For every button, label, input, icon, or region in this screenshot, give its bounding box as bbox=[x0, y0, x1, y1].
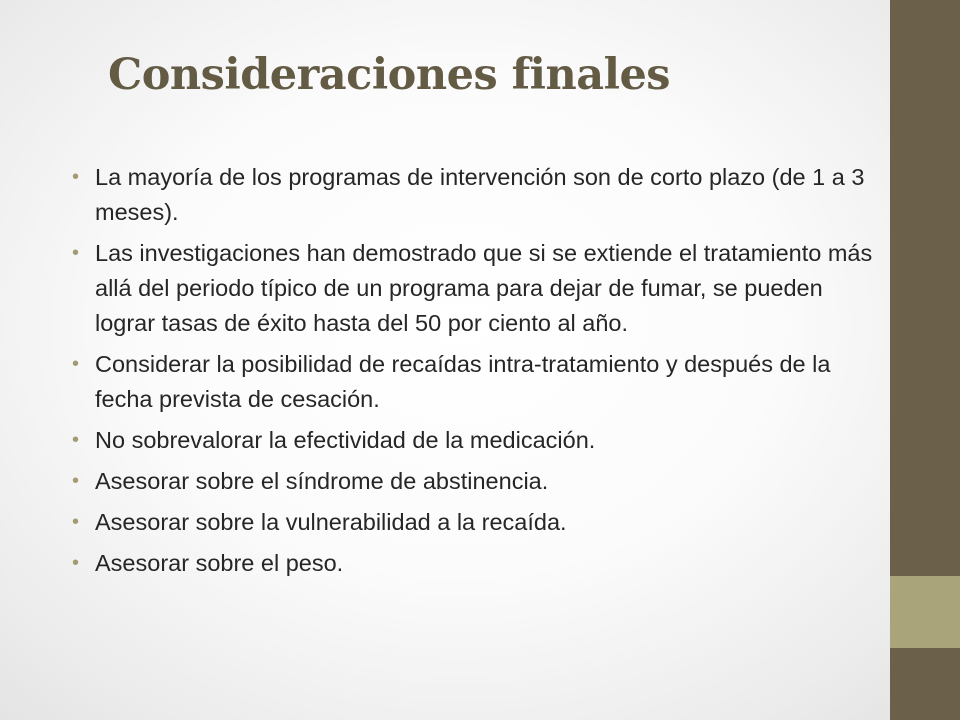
bullet-text: Asesorar sobre la vulnerabilidad a la recaída. bbox=[95, 509, 567, 535]
bullet-text: No sobrevalorar la efectividad de la medicación. bbox=[95, 427, 596, 453]
side-band-top bbox=[890, 0, 960, 576]
bullet-icon: • bbox=[72, 552, 80, 574]
slide-title: Consideraciones finales bbox=[108, 50, 671, 100]
bullet-icon: • bbox=[72, 511, 80, 533]
bullet-icon: • bbox=[72, 166, 80, 188]
bullet-text: La mayoría de los programas de intervención son de corto plazo (de 1 a 3 meses). bbox=[95, 164, 865, 225]
bullet-item bbox=[72, 160, 884, 230]
bullet-text: Asesorar sobre el peso. bbox=[95, 550, 344, 576]
side-band-bottom bbox=[890, 648, 960, 720]
bullet-item bbox=[72, 546, 884, 581]
bullet-item bbox=[72, 423, 884, 458]
bullet-icon: • bbox=[72, 429, 80, 451]
bullet-icon: • bbox=[72, 242, 80, 264]
bullet-item bbox=[72, 236, 884, 341]
bullet-item bbox=[72, 347, 884, 417]
bullet-icon: • bbox=[72, 353, 80, 375]
bullet-list bbox=[72, 160, 884, 587]
bullet-icon: • bbox=[72, 470, 80, 492]
side-band-accent bbox=[890, 576, 960, 648]
bullet-text: Asesorar sobre el síndrome de abstinencia. bbox=[95, 468, 549, 494]
bullet-text: Las investigaciones han demostrado que si se extiende el tratamiento más allá del periodo típico de un programa para dejar de fumar, se pueden lograr tasas de éxito hasta del 50 por ciento al año. bbox=[95, 240, 873, 336]
bullet-item bbox=[72, 505, 884, 540]
bullet-text: Considerar la posibilidad de recaídas intra-tratamiento y después de la fecha prevista de cesación. bbox=[95, 351, 831, 412]
bullet-item bbox=[72, 464, 884, 499]
